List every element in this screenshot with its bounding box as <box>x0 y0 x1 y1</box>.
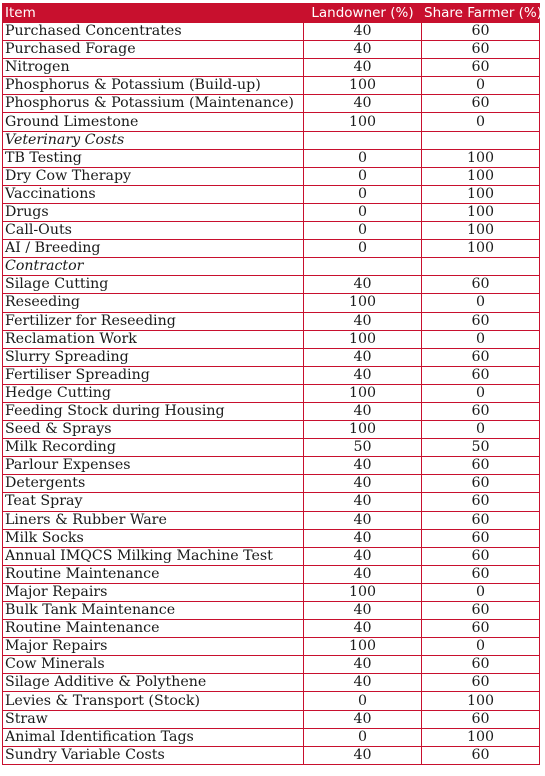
item-label: Slurry Spreading <box>3 348 304 366</box>
table-row <box>3 511 540 529</box>
table-row <box>3 656 540 674</box>
header-item: Item <box>3 4 304 23</box>
share-farmer-value: 60 <box>422 41 540 59</box>
table-row <box>3 348 540 366</box>
table-header <box>3 4 543 23</box>
item-label: Ground Limestone <box>3 113 304 131</box>
landowner-value: 100 <box>304 421 422 439</box>
section-label: Veterinary Costs <box>3 131 304 149</box>
table-row <box>3 620 540 638</box>
table-row <box>3 366 540 384</box>
share-farmer-value: 60 <box>422 620 540 638</box>
share-farmer-value: 60 <box>422 366 540 384</box>
item-label: Silage Cutting <box>3 276 304 294</box>
share-farmer-value: 60 <box>422 710 540 728</box>
item-label: Fertilizer for Reseeding <box>3 312 304 330</box>
item-label: Detergents <box>3 475 304 493</box>
landowner-value: 100 <box>304 294 422 312</box>
landowner-value: 0 <box>304 167 422 185</box>
landowner-value: 0 <box>304 185 422 203</box>
item-label: Milk Recording <box>3 439 304 457</box>
landowner-value: 40 <box>304 493 422 511</box>
landowner-value: 40 <box>304 547 422 565</box>
landowner-value: 40 <box>304 710 422 728</box>
share-farmer-value: 60 <box>422 59 540 77</box>
item-label: Call-Outs <box>3 222 304 240</box>
empty-cell <box>422 258 540 276</box>
table-row <box>3 475 540 493</box>
table-row <box>3 113 540 131</box>
item-label: Nitrogen <box>3 59 304 77</box>
share-farmer-value: 0 <box>422 421 540 439</box>
landowner-value: 40 <box>304 366 422 384</box>
table-row <box>3 439 540 457</box>
share-farmer-value: 0 <box>422 384 540 402</box>
item-label: Fertiliser Spreading <box>3 366 304 384</box>
share-farmer-value: 60 <box>422 547 540 565</box>
landowner-value: 0 <box>304 728 422 746</box>
landowner-value: 40 <box>304 620 422 638</box>
landowner-value: 0 <box>304 222 422 240</box>
table-row <box>3 185 540 203</box>
share-farmer-value: 0 <box>422 330 540 348</box>
table-row <box>3 565 540 583</box>
landowner-value: 40 <box>304 602 422 620</box>
share-farmer-value: 100 <box>422 167 540 185</box>
empty-cell <box>304 131 422 149</box>
share-farmer-value: 100 <box>422 692 540 710</box>
share-farmer-value: 60 <box>422 565 540 583</box>
table-row <box>3 457 540 475</box>
landowner-value: 50 <box>304 439 422 457</box>
landowner-value: 40 <box>304 529 422 547</box>
landowner-value: 100 <box>304 583 422 601</box>
item-label: Animal Identification Tags <box>3 728 304 746</box>
share-farmer-value: 100 <box>422 222 540 240</box>
item-label: Straw <box>3 710 304 728</box>
table-row <box>3 77 540 95</box>
table-row <box>3 23 540 41</box>
item-label: Silage Additive & Polythene <box>3 674 304 692</box>
table-row <box>3 41 540 59</box>
table-row <box>3 674 540 692</box>
share-farmer-value: 100 <box>422 203 540 221</box>
table-row <box>3 222 540 240</box>
share-farmer-value: 0 <box>422 638 540 656</box>
table-row <box>3 167 540 185</box>
item-label: Annual IMQCS Milking Machine Test <box>3 547 304 565</box>
landowner-value: 100 <box>304 384 422 402</box>
table-row <box>3 710 540 728</box>
item-label: Reclamation Work <box>3 330 304 348</box>
landowner-value: 100 <box>304 113 422 131</box>
share-farmer-value: 60 <box>422 493 540 511</box>
item-label: Levies & Transport (Stock) <box>3 692 304 710</box>
share-farmer-value: 60 <box>422 95 540 113</box>
item-label: Vaccinations <box>3 185 304 203</box>
table-row <box>3 602 540 620</box>
landowner-value: 100 <box>304 330 422 348</box>
item-label: Phosphorus & Potassium (Build-up) <box>3 77 304 95</box>
table-row <box>3 547 540 565</box>
cost-share-table <box>2 3 543 765</box>
table-row <box>3 529 540 547</box>
empty-cell <box>304 258 422 276</box>
table-row <box>3 638 540 656</box>
table-row <box>3 240 540 258</box>
table-row <box>3 746 540 764</box>
landowner-value: 40 <box>304 41 422 59</box>
share-farmer-value: 60 <box>422 312 540 330</box>
share-farmer-value: 0 <box>422 113 540 131</box>
item-label: Drugs <box>3 203 304 221</box>
table-row <box>3 95 540 113</box>
table-row <box>3 384 540 402</box>
table-row <box>3 203 540 221</box>
landowner-value: 40 <box>304 457 422 475</box>
share-farmer-value: 0 <box>422 294 540 312</box>
table-row <box>3 402 540 420</box>
landowner-value: 40 <box>304 312 422 330</box>
share-farmer-value: 0 <box>422 77 540 95</box>
section-row <box>3 258 540 276</box>
table-row <box>3 276 540 294</box>
empty-cell <box>422 131 540 149</box>
landowner-value: 100 <box>304 77 422 95</box>
share-farmer-value: 60 <box>422 457 540 475</box>
share-farmer-value: 60 <box>422 656 540 674</box>
landowner-value: 40 <box>304 511 422 529</box>
table-row <box>3 728 540 746</box>
item-label: Cow Minerals <box>3 656 304 674</box>
landowner-value: 40 <box>304 95 422 113</box>
landowner-value: 40 <box>304 674 422 692</box>
table-row <box>3 583 540 601</box>
table-row <box>3 149 540 167</box>
share-farmer-value: 60 <box>422 402 540 420</box>
header-landowner: Landowner (%) <box>304 4 422 23</box>
item-label: Major Repairs <box>3 638 304 656</box>
landowner-value: 40 <box>304 348 422 366</box>
table-row <box>3 294 540 312</box>
item-label: Reseeding <box>3 294 304 312</box>
landowner-value: 40 <box>304 746 422 764</box>
section-label: Contractor <box>3 258 304 276</box>
landowner-value: 40 <box>304 23 422 41</box>
landowner-value: 0 <box>304 149 422 167</box>
section-row <box>3 131 540 149</box>
share-farmer-value: 100 <box>422 728 540 746</box>
table-row <box>3 59 540 77</box>
table-row <box>3 421 540 439</box>
item-label: Bulk Tank Maintenance <box>3 602 304 620</box>
table-row <box>3 312 540 330</box>
share-farmer-value: 60 <box>422 276 540 294</box>
item-label: Seed & Sprays <box>3 421 304 439</box>
landowner-value: 40 <box>304 475 422 493</box>
item-label: Major Repairs <box>3 583 304 601</box>
item-label: Dry Cow Therapy <box>3 167 304 185</box>
landowner-value: 0 <box>304 240 422 258</box>
share-farmer-value: 0 <box>422 583 540 601</box>
item-label: Sundry Variable Costs <box>3 746 304 764</box>
landowner-value: 40 <box>304 565 422 583</box>
table-row <box>3 692 540 710</box>
item-label: Purchased Forage <box>3 41 304 59</box>
landowner-value: 40 <box>304 402 422 420</box>
table-row <box>3 330 540 348</box>
item-label: TB Testing <box>3 149 304 167</box>
share-farmer-value: 100 <box>422 185 540 203</box>
item-label: Purchased Concentrates <box>3 23 304 41</box>
share-farmer-value: 60 <box>422 511 540 529</box>
table-body <box>3 23 540 765</box>
share-farmer-value: 60 <box>422 602 540 620</box>
share-farmer-value: 60 <box>422 348 540 366</box>
share-farmer-value: 100 <box>422 149 540 167</box>
share-farmer-value: 50 <box>422 439 540 457</box>
landowner-value: 0 <box>304 203 422 221</box>
item-label: Milk Socks <box>3 529 304 547</box>
item-label: Routine Maintenance <box>3 620 304 638</box>
landowner-value: 100 <box>304 638 422 656</box>
item-label: Phosphorus & Potassium (Maintenance) <box>3 95 304 113</box>
item-label: Hedge Cutting <box>3 384 304 402</box>
share-farmer-value: 60 <box>422 746 540 764</box>
landowner-value: 0 <box>304 692 422 710</box>
item-label: Parlour Expenses <box>3 457 304 475</box>
header-share-farmer: Share Farmer (%) <box>422 4 540 23</box>
share-farmer-value: 60 <box>422 529 540 547</box>
landowner-value: 40 <box>304 276 422 294</box>
item-label: Routine Maintenance <box>3 565 304 583</box>
table-row <box>3 493 540 511</box>
item-label: Liners & Rubber Ware <box>3 511 304 529</box>
landowner-value: 40 <box>304 59 422 77</box>
item-label: AI / Breeding <box>3 240 304 258</box>
header-row <box>3 4 540 23</box>
share-farmer-value: 100 <box>422 240 540 258</box>
share-farmer-value: 60 <box>422 475 540 493</box>
item-label: Feeding Stock during Housing <box>3 402 304 420</box>
share-farmer-value: 60 <box>422 674 540 692</box>
share-farmer-value: 60 <box>422 23 540 41</box>
landowner-value: 40 <box>304 656 422 674</box>
item-label: Teat Spray <box>3 493 304 511</box>
